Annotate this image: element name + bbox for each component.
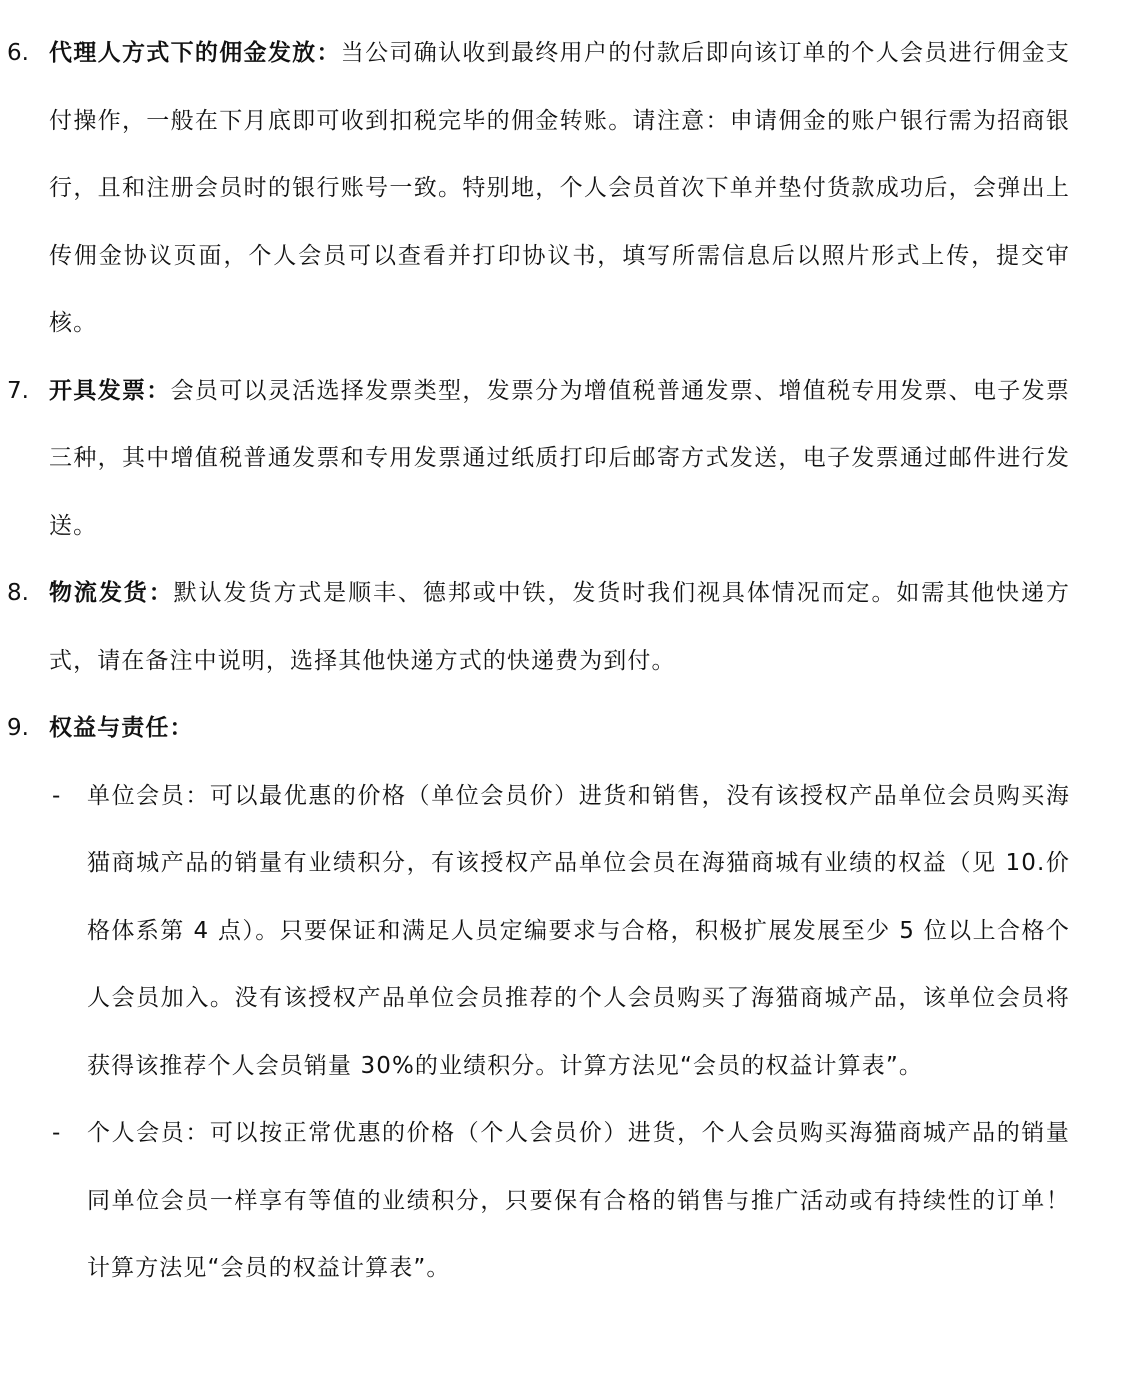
sub-item-paragraph: 个人会员：可以按正常优惠的价格（个人会员价）进货，个人会员购买海猫商城产品的销量同单位会员一样享有等值的业绩积分，只要保有合格的销售与推广活动或有持续性的订单！计算方法见“会员的权益计算表”。 <box>87 1120 1070 1281</box>
sub-item-unit-member <box>0 763 1130 1101</box>
item-paragraph <box>49 695 1070 763</box>
sub-item-individual-member <box>0 1100 1130 1303</box>
item-title: 代理人方式下的佣金发放： <box>49 40 341 66</box>
item-number: 8. <box>7 580 29 606</box>
item-body: 当公司确认收到最终用户的付款后即向该订单的个人会员进行佣金支付操作，一般在下月底即可收到扣税完毕的佣金转账。请注意：申请佣金的账户银行需为招商银行，且和注册会员时的银行账号一致。特别地，个人会员首次下单并垫付货款成功后，会弹出上传佣金协议页面，个人会员可以查看并打印协议书，填写所需信息后以照片形式上传，提交审核。 <box>49 40 1071 336</box>
item-number: 7. <box>7 377 29 404</box>
item-paragraph <box>49 20 1070 358</box>
item-title: 开具发票： <box>49 377 171 404</box>
item-body: 默认发货方式是顺丰、德邦或中铁，发货时我们视具体情况而定。如需其他快递方式，请在备注中说明，选择其他快递方式的快递费为到付。 <box>49 580 1071 674</box>
item-paragraph <box>49 358 1070 561</box>
list-item-9 <box>0 695 1130 763</box>
list-item-6 <box>0 20 1130 358</box>
item-title: 物流发货： <box>49 580 174 606</box>
item-title: 权益与责任： <box>49 715 194 741</box>
bullet-dash: - <box>52 782 61 809</box>
item-number: 6. <box>7 40 29 66</box>
item-body: 会员可以灵活选择发票类型，发票分为增值税普通发票、增值税专用发票、电子发票三种，其中增值税普通发票和专用发票通过纸质打印后邮寄方式发送，电子发票通过邮件进行发送。 <box>49 377 1071 539</box>
list-item-7 <box>0 358 1130 561</box>
item-paragraph <box>49 560 1070 695</box>
list-item-8 <box>0 560 1130 695</box>
document-page <box>0 20 1130 1303</box>
sub-item-paragraph: 单位会员：可以最优惠的价格（单位会员价）进货和销售，没有该授权产品单位会员购买海猫商城产品的销量有业绩积分，有该授权产品单位会员在海猫商城有业绩的权益（见 10.价格体系第 4 点）。只要保证和满足人员定编要求与合格，积极扩展发展至少 5 位以上合格个人会员加入。没有该授权产品单位会员推荐的个人会员购买了海猫商城产品，该单位会员将获得该推荐个人会员销量 30%的业绩积分。计算方法见“会员的权益计算表”。 <box>87 782 1070 1079</box>
bullet-dash: - <box>52 1120 61 1146</box>
item-number: 9. <box>7 715 29 741</box>
